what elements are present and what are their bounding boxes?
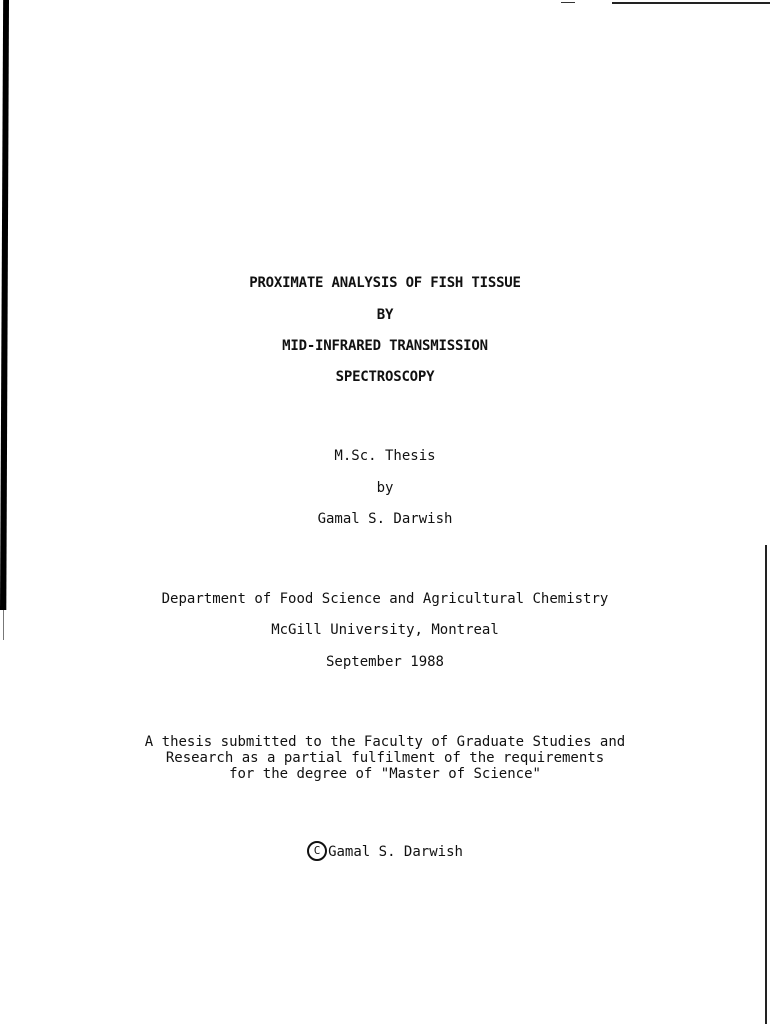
copyright-icon: C [307, 841, 327, 861]
thesis-type: M.Sc. Thesis [334, 448, 436, 464]
copyright-notice [0, 842, 770, 862]
submission-statement-line-1: A thesis submitted to the Faculty of Graduate Studies and [144, 734, 626, 750]
thesis-title-line-2: BY [376, 307, 394, 323]
scan-right-edge-shadow [765, 545, 767, 1024]
thesis-title-line-1: PROXIMATE ANALYSIS OF FISH TISSUE [249, 275, 521, 291]
university-name: McGill University, Montreal [271, 622, 499, 638]
scan-top-mark [561, 2, 575, 3]
author-name: Gamal S. Darwish [317, 511, 453, 527]
thesis-title-line-3: MID-INFRARED TRANSMISSION [282, 338, 488, 354]
scan-top-edge-line [612, 2, 770, 4]
submission-statement-line-3: for the degree of "Master of Science" [229, 766, 541, 782]
copyright-holder: Gamal S. Darwish [328, 844, 463, 860]
department-name: Department of Food Science and Agricultural Chemistry [161, 591, 609, 607]
submission-statement-line-2: Research as a partial fulfilment of the requirements [165, 750, 605, 766]
submission-date: September 1988 [325, 654, 444, 670]
by-label: by [376, 480, 394, 496]
thesis-title-line-4: SPECTROSCOPY [335, 369, 435, 385]
